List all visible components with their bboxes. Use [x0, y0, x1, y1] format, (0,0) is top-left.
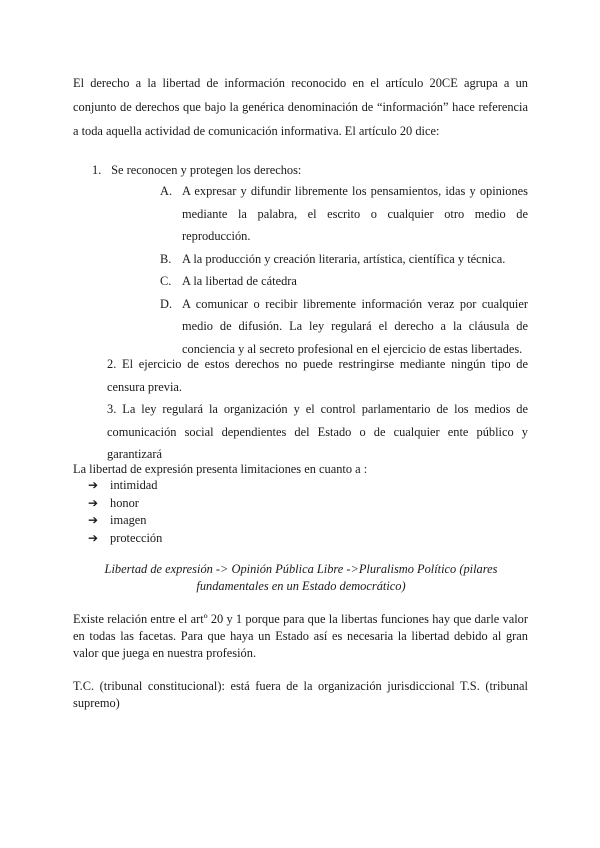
subitem-a-letter: A. — [160, 184, 173, 198]
arrow-icon: ➔ — [88, 530, 99, 545]
subitem-b-letter: B. — [160, 251, 172, 266]
limits-item — [88, 495, 162, 513]
subitem-c-text: A la libertad de cátedra — [182, 274, 297, 288]
limits-title: La libertad de expresión presenta limitaciones en cuanto a : — [73, 462, 368, 476]
arrow-icon: ➔ — [88, 478, 99, 492]
subitem-b — [160, 248, 528, 271]
subitem-d — [160, 293, 528, 361]
subitem-c — [160, 270, 528, 293]
subitem-a — [160, 180, 528, 248]
limits-item — [88, 530, 162, 548]
subitem-d-letter: D. — [160, 296, 173, 311]
list-item-2: 2. El ejercicio de estos derechos no puede restringirse mediante ningún tipo de censura previa. — [107, 357, 528, 394]
list-item-3: 3. La ley regulará la organización y el control parlamentario de los medios de comunicación social dependientes del Estado o de cualquier ente público y garantizará — [107, 402, 528, 461]
list-item-1-number: 1. — [92, 163, 102, 177]
list-item-1 — [92, 160, 532, 180]
limits-item-text: intimidad — [110, 478, 158, 492]
paragraph-tc: T.C. (tribunal constitucional): está fuera de la organización jurisdiccional T.S. (tribunal supremo) — [73, 679, 528, 710]
subitem-b-text: A la producción y creación literaria, artística, científica y técnica. — [182, 251, 506, 266]
arrow-icon: ➔ — [88, 513, 99, 527]
limits-item — [88, 477, 162, 495]
limits-list — [88, 477, 162, 547]
limits-item-text: protección — [110, 530, 163, 545]
subitem-c-letter: C. — [160, 274, 172, 288]
quote: Libertad de expresión -> Opinión Pública Libre ->Pluralismo Político (pilares fundamentales en un Estado democrático) — [104, 562, 498, 593]
list-item-1-text: Se reconocen y protegen los derechos: — [111, 163, 302, 177]
arrow-icon: ➔ — [88, 495, 99, 510]
subitem-a-text: A expresar y difundir libremente los pensamientos, idas y opiniones mediante la palabra, el escrito o cualquier otro medio de reproducción. — [182, 184, 528, 243]
subitem-d-text: A comunicar o recibir libremente información veraz por cualquier medio de difusión. La ley regulará el derecho a la cláusula de conciencia y al secreto profesional en el ejercicio de estas libertades. — [182, 296, 528, 356]
limits-item-text: honor — [110, 495, 139, 510]
intro-paragraph: El derecho a la libertad de información reconocido en el artículo 20CE agrupa a un conjunto de derechos que bajo la genérica denominación de “información” hace referencia a toda aquella actividad de comunicación informativa. El artículo 20 dice: — [73, 76, 528, 138]
paragraph-relation: Existe relación entre el artº 20 y 1 porque para que la libertas funciones hay que darle valor en todas las facetas. Para que haya un Estado así es necesaria la libertad debido al gran valor que juega en nuestra profesión. — [73, 612, 528, 660]
sublist — [160, 180, 528, 360]
limits-item-text: imagen — [110, 513, 147, 527]
limits-item — [88, 512, 162, 530]
